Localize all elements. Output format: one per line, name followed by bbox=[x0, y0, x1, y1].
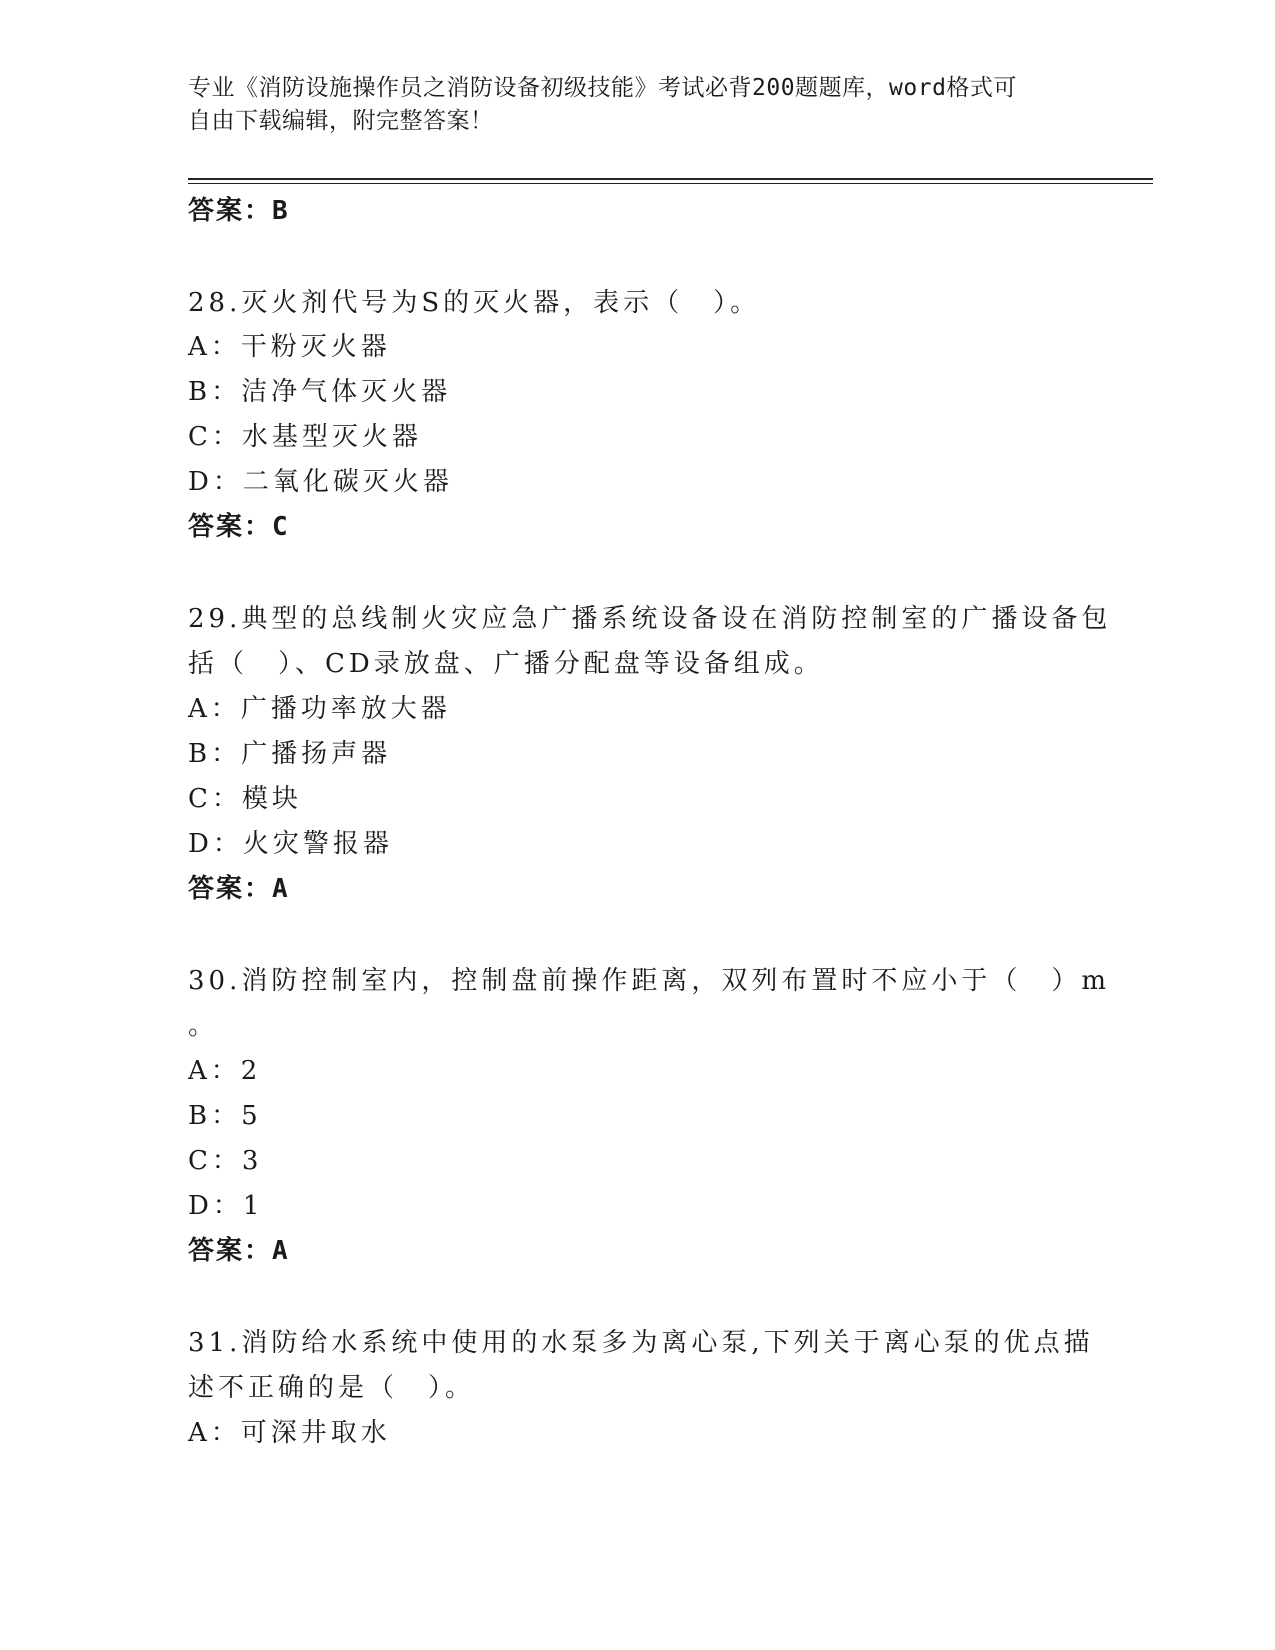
question-28-option-d: D：二氧化碳灭火器 bbox=[188, 467, 453, 497]
answer-27: 答案：B bbox=[188, 196, 290, 226]
question-30-stem-line-2: 。 bbox=[188, 1011, 219, 1041]
answer-30: 答案：A bbox=[188, 1236, 290, 1266]
question-30-option-b: B：5 bbox=[188, 1101, 262, 1131]
question-30-stem-line-1: 30.消防控制室内，控制盘前操作距离，双列布置时不应小于（ ）m bbox=[188, 966, 1111, 996]
question-28-option-a: A：干粉灭火器 bbox=[188, 332, 391, 362]
header-line-1: 专业《消防设施操作员之消防设备初级技能》考试必背200题题库，word格式可 bbox=[188, 75, 1017, 101]
question-31-stem-line-2: 述不正确的是（ ）。 bbox=[188, 1373, 476, 1403]
question-29-option-c: C：模块 bbox=[188, 784, 302, 814]
question-29-stem-line-2: 括（ ）、CD录放盘、广播分配盘等设备组成。 bbox=[188, 649, 824, 679]
question-28-option-c: C：水基型灭火器 bbox=[188, 422, 422, 452]
header-rule-thick bbox=[188, 178, 1153, 180]
question-30-option-a: A：2 bbox=[188, 1056, 262, 1086]
question-29-option-d: D：火灾警报器 bbox=[188, 829, 393, 859]
question-29-option-a: A：广播功率放大器 bbox=[188, 694, 451, 724]
question-28-stem: 28.灭火剂代号为S的灭火器，表示（ ）。 bbox=[188, 288, 761, 318]
question-30-option-c: C：3 bbox=[188, 1146, 263, 1176]
header-line-2: 自由下载编辑，附完整答案！ bbox=[188, 108, 494, 134]
question-31-stem-line-1: 31.消防给水系统中使用的水泵多为离心泵,下列关于离心泵的优点描 bbox=[188, 1328, 1094, 1358]
header-rule-thin bbox=[188, 183, 1153, 184]
question-29-option-b: B：广播扬声器 bbox=[188, 739, 392, 769]
page-header bbox=[188, 72, 1068, 138]
question-30-option-d: D：1 bbox=[188, 1191, 264, 1221]
question-31-option-a: A：可深井取水 bbox=[188, 1418, 391, 1448]
answer-28: 答案：C bbox=[188, 512, 290, 542]
question-28-option-b: B：洁净气体灭火器 bbox=[188, 377, 452, 407]
question-29-stem-line-1: 29.典型的总线制火灾应急广播系统设备设在消防控制室的广播设备包 bbox=[188, 604, 1112, 634]
answer-29: 答案：A bbox=[188, 874, 290, 904]
